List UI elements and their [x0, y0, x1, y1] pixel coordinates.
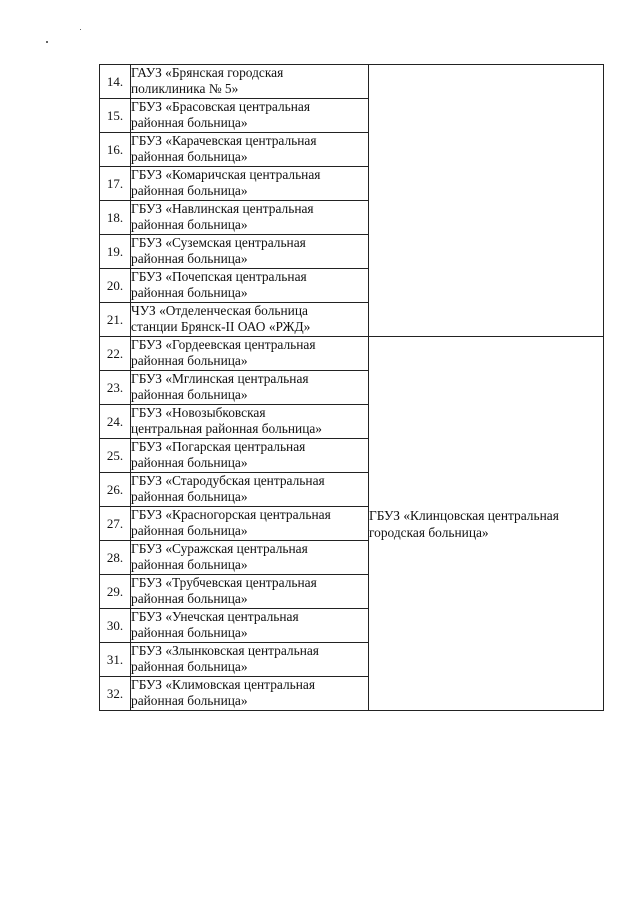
- row-number: 17.: [100, 167, 131, 201]
- institution-name-line: ГБУЗ «Трубчевская центральная: [131, 575, 317, 590]
- institution-name-cell: [131, 99, 369, 133]
- institution-name-line: районная больница»: [131, 115, 248, 130]
- row-number: 14.: [100, 65, 131, 99]
- row-number: 31.: [100, 643, 131, 677]
- institution-name-line: районная больница»: [131, 387, 248, 402]
- institution-name-cell: [131, 439, 369, 473]
- institution-name-line: ГБУЗ «Красногорская центральная: [131, 507, 331, 522]
- institution-name-line: районная больница»: [131, 591, 248, 606]
- row-number: 19.: [100, 235, 131, 269]
- institution-name-line: ГБУЗ «Брасовская центральная: [131, 99, 311, 114]
- institution-name-line: ГБУЗ «Карачевская центральная: [131, 133, 317, 148]
- group-hospital-name-line: ГБУЗ «Клинцовская центральная: [369, 507, 559, 523]
- institution-name-line: районная больница»: [131, 455, 248, 470]
- row-number: 23.: [100, 371, 131, 405]
- institution-name-cell: [131, 473, 369, 507]
- institution-name-line: ГБУЗ «Стародубская центральная: [131, 473, 325, 488]
- institution-name-cell: [131, 337, 369, 371]
- institution-name-cell: [131, 269, 369, 303]
- institution-name-cell: [131, 167, 369, 201]
- institution-name-line: ГБУЗ «Почепская центральная: [131, 269, 307, 284]
- institution-name-line: ГБУЗ «Навлинская центральная: [131, 201, 314, 216]
- institution-name-line: районная больница»: [131, 489, 248, 504]
- institution-name-line: районная больница»: [131, 285, 248, 300]
- institution-name-cell: [131, 575, 369, 609]
- hospital-assignment-table: [99, 64, 604, 711]
- group-cell-empty: [369, 65, 604, 337]
- group-cell-klintsy: [369, 337, 604, 711]
- table-row: [100, 337, 604, 371]
- institution-name-line: районная больница»: [131, 149, 248, 164]
- row-number: 18.: [100, 201, 131, 235]
- institution-name-line: ГБУЗ «Гордеевская центральная: [131, 337, 316, 352]
- institution-name-line: ЧУЗ «Отделенческая больница: [131, 303, 308, 318]
- row-number: 15.: [100, 99, 131, 133]
- institution-name-line: ГАУЗ «Брянская городская: [131, 65, 284, 80]
- row-number: 16.: [100, 133, 131, 167]
- institution-name-line: ГБУЗ «Мглинская центральная: [131, 371, 309, 386]
- row-number: 21.: [100, 303, 131, 337]
- group-hospital-name-line: городская больница»: [369, 524, 489, 540]
- row-number: 30.: [100, 609, 131, 643]
- institution-name-cell: [131, 133, 369, 167]
- institution-name-line: ГБУЗ «Злынковская центральная: [131, 643, 319, 658]
- institution-name-line: ГБУЗ «Унечская центральная: [131, 609, 299, 624]
- institution-name-cell: [131, 609, 369, 643]
- institution-name-line: ГБУЗ «Погарская центральная: [131, 439, 306, 454]
- row-number: 20.: [100, 269, 131, 303]
- institution-name-cell: [131, 405, 369, 439]
- institution-name-cell: [131, 507, 369, 541]
- row-number: 24.: [100, 405, 131, 439]
- scan-speck: [46, 41, 48, 43]
- institution-name-cell: [131, 677, 369, 711]
- institution-name-cell: [131, 201, 369, 235]
- institution-name-line: станции Брянск-II ОАО «РЖД»: [131, 319, 311, 334]
- institution-name-line: районная больница»: [131, 693, 248, 708]
- row-number: 29.: [100, 575, 131, 609]
- group-hospital-name: [369, 507, 603, 541]
- institution-name-line: ГБУЗ «Суражская центральная: [131, 541, 308, 556]
- institution-name-line: районная больница»: [131, 557, 248, 572]
- row-number: 22.: [100, 337, 131, 371]
- institution-name-line: районная больница»: [131, 183, 248, 198]
- table-row: [100, 65, 604, 99]
- institution-name-cell: [131, 303, 369, 337]
- institution-name-line: районная больница»: [131, 353, 248, 368]
- row-number: 32.: [100, 677, 131, 711]
- row-number: 28.: [100, 541, 131, 575]
- institution-name-cell: [131, 643, 369, 677]
- institution-name-cell: [131, 65, 369, 99]
- institution-name-line: поликлиника № 5»: [131, 81, 239, 96]
- institution-name-line: ГБУЗ «Комаричская центральная: [131, 167, 321, 182]
- row-number: 27.: [100, 507, 131, 541]
- institution-name-cell: [131, 235, 369, 269]
- institution-name-line: центральная районная больница»: [131, 421, 322, 436]
- institution-name-line: районная больница»: [131, 625, 248, 640]
- institution-name-cell: [131, 541, 369, 575]
- institution-name-line: ГБУЗ «Суземская центральная: [131, 235, 306, 250]
- institution-name-line: районная больница»: [131, 251, 248, 266]
- institution-name-line: районная больница»: [131, 217, 248, 232]
- institution-name-cell: [131, 371, 369, 405]
- institution-name-line: ГБУЗ «Новозыбковская: [131, 405, 266, 420]
- institution-name-line: районная больница»: [131, 659, 248, 674]
- row-number: 26.: [100, 473, 131, 507]
- institution-name-line: ГБУЗ «Климовская центральная: [131, 677, 316, 692]
- institution-name-line: районная больница»: [131, 523, 248, 538]
- row-number: 25.: [100, 439, 131, 473]
- scan-speck: [80, 29, 81, 30]
